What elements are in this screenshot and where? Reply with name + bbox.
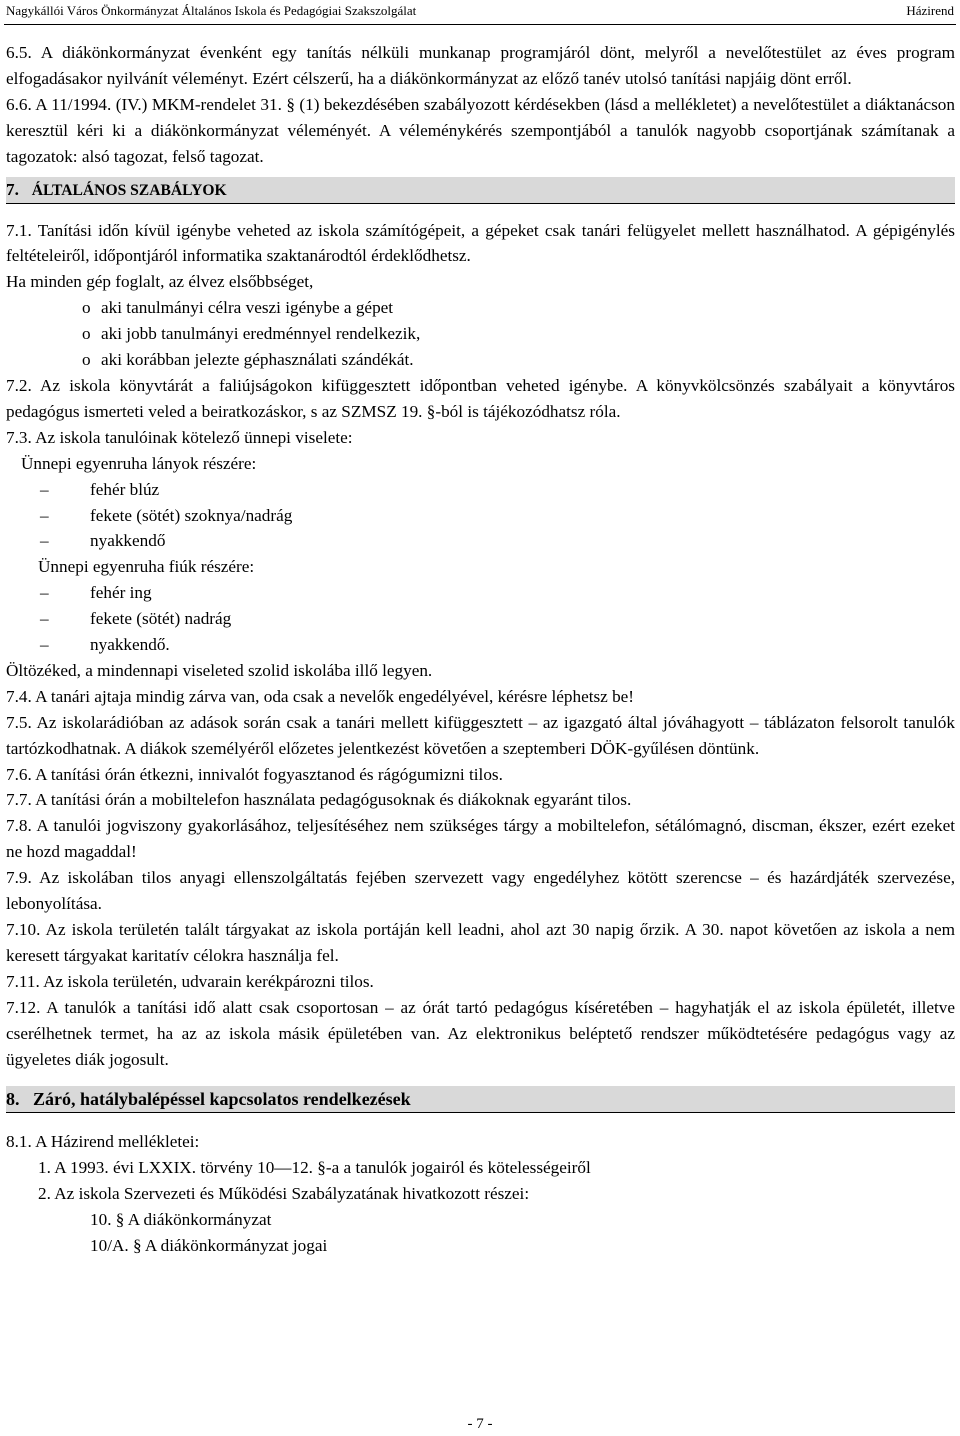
list-item (6, 503, 955, 529)
paragraph-7-9: 7.9. Az iskolában tilos anyagi ellenszolgáltatás fejében szervezett vagy engedélyhez kötött szerencse – és hazárdjáték szervezése, lebonyolítása. (6, 868, 955, 914)
list-item (6, 347, 955, 373)
section-8-title: Záró, hatálybalépéssel kapcsolatos rendelkezések (33, 1089, 411, 1110)
paragraph-6-5: 6.5. A diákönkormányzat évenként egy tanítás nélküli munkanap programjáról dönt, melyről a nevelőtestület az éves program elfogadásakor nyilvánít véleményt. Ezért célszerű, ha a diákönkormányzat az előző tanév utolsó tanítási napjáig dönt erről. (6, 43, 955, 88)
paragraph-7-7: 7.7. A tanítási órán a mobiltelefon használata pedagógusoknak és diákoknak egyaránt tilos. (6, 790, 632, 810)
list-item-text: aki tanulmányi célra veszi igénybe a gépet (101, 298, 394, 318)
bullet-marker: o (82, 298, 91, 318)
dash-marker: – (40, 531, 49, 551)
paragraph-7-3: 7.3. Az iskola tanulóinak kötelező ünnepi viselete: (6, 427, 353, 447)
paragraph-7-4: 7.4. A tanári ajtaja mindig zárva van, oda csak a nevelők engedélyével, kérésre léphetsz be! (6, 686, 635, 706)
section-8-number: 8. (6, 1089, 20, 1110)
header-rule (4, 24, 956, 25)
paragraph-7-5: 7.5. Az iskolarádióban az adások során csak a tanári mellett kifüggesztett – az igazgató által jóváhagyott – táblázaton felsorolt tanulók tartózkodhatnak. A diákok személyéről előzetes jelentkezést követően a szeptemberi DÖK-gyűlésen döntünk. (6, 712, 955, 758)
list-item-text: fekete (sötét) szoknya/nadrág (90, 505, 293, 525)
girls-uniform-heading: Ünnepi egyenruha lányok részére: (21, 453, 257, 473)
list-item-text: fekete (sötét) nadrág (90, 609, 232, 629)
dash-marker: – (40, 479, 49, 499)
dash-marker: – (40, 505, 49, 525)
list-item-text: fehér blúz (90, 479, 160, 499)
paragraph-7-11: 7.11. Az iskola területén, udvarain kerékpározni tilos. (6, 971, 374, 991)
page-header (0, 0, 960, 30)
annex-item-1: 1. A 1993. évi LXXIX. törvény 10—12. §-a a tanulók jogairól és kötelességeiről (38, 1158, 591, 1178)
paragraph-7-12: 7.12. A tanulók a tanítási idő alatt csak csoportosan – az órát tartó pedagógus kíséretében – hagyhatják el az iskola épületét, illetve cserélhetnek termet, ha az az iskola másik épületében van. Az elektronikus beléptető rendszer működtetésére pedagógus vagy az ügyeletes diák jogosult. (6, 997, 955, 1069)
section-7-number: 7. (6, 179, 19, 199)
section-7-title: ÁLTALÁNOS SZABÁLYOK (31, 181, 227, 199)
header-school-name: Nagykállói Város Önkormányzat Általános Iskola és Pedagógiai Szakszolgálat (6, 3, 417, 18)
page-number: - 7 - (467, 1416, 493, 1432)
list-item-text: aki jobb tanulmányi eredménnyel rendelkezik, (101, 324, 421, 344)
paragraph-7-1: 7.1. Tanítási időn kívül igénybe veheted az iskola számítógépeit, a gépeket csak tanári felügyelet mellett használhatod. A gépigénylés feltételeiről, időpontjáról informatika szaktanárodtól érdeklődhetsz. (6, 220, 955, 266)
list-item-text: nyakkendő (90, 531, 166, 551)
paragraph-6-6: 6.6. A 11/1994. (IV.) MKM-rendelet 31. § (1) bekezdésében szabályozott kérdésekben (lásd a mellékletet) a nevelőtestület a diáktanácson keresztül kéri ki a diákönkormányzat véleményét. A véleménykérés szempontjából a tanulók nagyobb csoportjának számítanak a tagozatok: alsó tagozat, felső tagozat. (6, 94, 955, 166)
list-item-text: nyakkendő. (90, 635, 170, 655)
list-item (6, 321, 955, 347)
list-item (6, 528, 955, 554)
page-content (6, 40, 955, 1259)
dash-marker: – (40, 583, 49, 603)
dash-marker: – (40, 635, 49, 655)
list-item (6, 580, 955, 606)
annex-item-2: 2. Az iskola Szervezeti és Működési Szabályzatának hivatkozott részei: (38, 1184, 530, 1204)
list-item (6, 477, 955, 503)
list-item-text: fehér ing (90, 583, 152, 603)
paragraph-7-10: 7.10. Az iskola területén talált tárgyakat az iskola portáján kell leadni, ahol azt 30 napig őrzik. A 30. napot követően az iskola a nem keresett tárgyakat karitatív célokra használja fel. (6, 920, 955, 965)
bullet-marker: o (82, 350, 91, 370)
list-item (6, 295, 955, 321)
annex-subitem-1: 10. § A diákönkormányzat (90, 1210, 272, 1230)
list-item (6, 606, 955, 632)
annex-subitem-2: 10/A. § A diákönkormányzat jogai (90, 1236, 328, 1256)
boys-uniform-heading: Ünnepi egyenruha fiúk részére: (38, 557, 255, 577)
section-8-heading (6, 1086, 955, 1113)
bullet-marker: o (82, 324, 91, 344)
paragraph-7-3-attire: Öltözéked, a mindennapi viseleted szolid iskolába illő legyen. (6, 660, 433, 680)
dash-marker: – (40, 609, 49, 629)
list-item-text: aki korábban jelezte géphasználati szándékát. (101, 350, 414, 370)
header-doc-title: Házirend (906, 3, 954, 18)
paragraph-8-1: 8.1. A Házirend mellékletei: (6, 1132, 200, 1152)
paragraph-7-2: 7.2. Az iskola könyvtárát a faliújságokon kifüggesztett időpontban veheted igénybe. A könyvkölcsönzés szabályait a könyvtáros pedagógus ismerteti veled a beiratkozáskor, s az SZMSZ 19. §-ból is tájékozódhatsz róla. (6, 375, 955, 421)
paragraph-7-1-priority: Ha minden gép foglalt, az élvez elsőbbséget, (6, 272, 314, 292)
paragraph-7-8: 7.8. A tanulói jogviszony gyakorlásához, teljesítéséhez nem szükséges tárgy a mobiltelefon, sétálómagnó, discman, ékszer, ezért ezeket ne hozd magaddal! (6, 816, 955, 862)
list-item (6, 632, 955, 658)
paragraph-7-6: 7.6. A tanítási órán étkezni, innivalót fogyasztanod és rágógumizni tilos. (6, 764, 503, 784)
section-7-heading (6, 177, 955, 204)
